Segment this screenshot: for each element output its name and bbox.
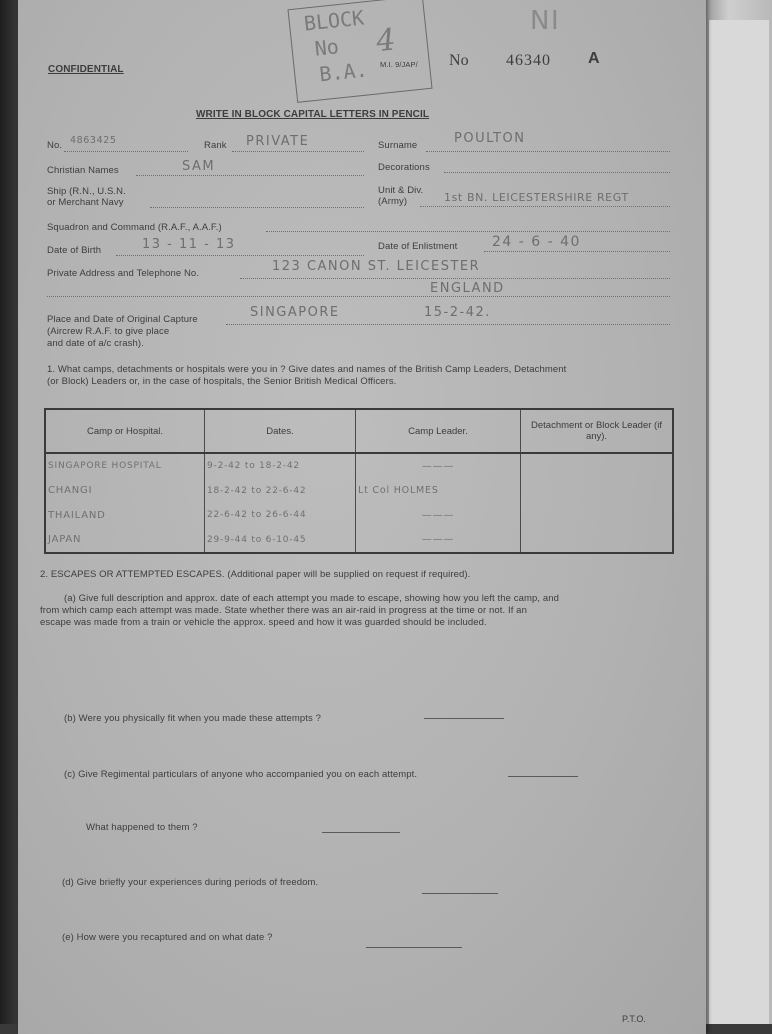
christian-names-label: Christian Names bbox=[47, 165, 119, 176]
dates-cell: 18-2-42 to 22-6-42 bbox=[205, 479, 356, 503]
table-row bbox=[45, 479, 673, 503]
capture-label-1: Place and Date of Original Capture bbox=[47, 314, 198, 325]
camps-table bbox=[44, 408, 674, 554]
no-value: 4863425 bbox=[70, 135, 117, 146]
question-2c-followup-line bbox=[322, 832, 400, 833]
address-value-1: 123 CANON ST. LEICESTER bbox=[272, 259, 481, 274]
dates-cell: 29-9-44 to 6-10-45 bbox=[205, 527, 356, 553]
address-line-1 bbox=[240, 278, 670, 279]
question-2d-answer-line bbox=[422, 893, 498, 894]
ship-line bbox=[150, 207, 364, 208]
question-2a-line-2: from which camp each attempt was made. State whether there was an air-raid in progress at the time or not. If an bbox=[40, 605, 527, 616]
dob-line bbox=[116, 255, 364, 256]
enlistment-label: Date of Enlistment bbox=[378, 241, 458, 252]
decorations-label: Decorations bbox=[378, 162, 430, 173]
header-camp: Camp or Hospital. bbox=[45, 409, 205, 453]
background-right-pages bbox=[700, 0, 772, 1024]
address-value-2: ENGLAND bbox=[430, 281, 505, 296]
camp-cell: CHANGI bbox=[45, 479, 205, 503]
camps-table-header bbox=[45, 409, 673, 453]
no-line bbox=[64, 151, 188, 152]
header-dates: Dates. bbox=[205, 409, 356, 453]
christian-names-line bbox=[136, 175, 364, 176]
underlying-page bbox=[708, 20, 769, 1024]
stamp-line-1: BLOCK bbox=[302, 5, 366, 36]
dob-label: Date of Birth bbox=[47, 245, 102, 256]
question-2b-answer-line bbox=[424, 718, 504, 719]
confidential-label: CONFIDENTIAL bbox=[48, 64, 124, 75]
detachment-cell bbox=[521, 479, 674, 503]
question-2e: (e) How were you recaptured and on what date ? bbox=[62, 932, 273, 943]
instruction-heading: WRITE IN BLOCK CAPITAL LETTERS IN PENCIL bbox=[196, 109, 430, 120]
ship-label-1: Ship (R.N., U.S.N. bbox=[47, 186, 126, 197]
header-camp-leader: Camp Leader. bbox=[356, 409, 521, 453]
form-number: 46340 bbox=[506, 52, 551, 69]
camp-cell: SINGAPORE HOSPITAL bbox=[45, 453, 205, 479]
enlistment-line bbox=[484, 251, 670, 252]
detachment-cell bbox=[521, 503, 674, 527]
detachment-cell bbox=[521, 527, 674, 553]
unit-label-2: (Army) bbox=[378, 196, 408, 207]
header-detachment-leader: Detachment or Block Leader (if any). bbox=[521, 409, 674, 453]
camp-cell: THAILAND bbox=[45, 503, 205, 527]
number-label: No bbox=[449, 52, 469, 69]
handwritten-mark: NI bbox=[530, 6, 561, 36]
table-row bbox=[45, 453, 673, 479]
capture-date: 15-2-42. bbox=[424, 305, 491, 320]
question-2c-answer-line bbox=[508, 776, 578, 777]
unit-line bbox=[420, 206, 670, 207]
squadron-label: Squadron and Command (R.A.F., A.A.F.) bbox=[47, 222, 222, 233]
decorations-line bbox=[444, 172, 670, 173]
leader-cell: Lt Col HOLMES bbox=[356, 479, 521, 503]
surname-value: POULTON bbox=[454, 131, 526, 146]
surname-label: Surname bbox=[378, 140, 418, 151]
ship-label-2: or Merchant Navy bbox=[47, 197, 124, 208]
capture-label-2: (Aircrew R.A.F. to give place bbox=[47, 326, 170, 337]
form-suffix: A bbox=[588, 50, 600, 67]
question-2b: (b) Were you physically fit when you made these attempts ? bbox=[64, 713, 321, 724]
no-label: No. bbox=[47, 140, 63, 151]
unit-label-1: Unit & Div. bbox=[378, 185, 424, 196]
address-line-2 bbox=[47, 296, 670, 297]
dates-cell: 22-6-42 to 26-6-44 bbox=[205, 503, 356, 527]
enlistment-value: 24 - 6 - 40 bbox=[492, 234, 581, 250]
question-1-line-1: 1. What camps, detachments or hospitals were you in ? Give dates and names of the British Camp Leaders, Detachment bbox=[47, 364, 567, 375]
question-2c: (c) Give Regimental particulars of anyone who accompanied you on each attempt. bbox=[64, 769, 418, 780]
leader-cell: ——— bbox=[356, 527, 521, 553]
unit-value: 1st BN. LEICESTERSHIRE REGT bbox=[444, 191, 629, 204]
question-2a-line-3: escape was made from a train or vehicle the approx. speed and how it was guarded should be included. bbox=[40, 617, 487, 628]
stamp-line-2: No bbox=[313, 34, 340, 61]
question-2c-followup: What happened to them ? bbox=[86, 822, 198, 833]
question-2a-line-1: (a) Give full description and approx. date of each attempt you made to escape, showing how you left the camp, and bbox=[64, 593, 560, 604]
block-stamp bbox=[287, 0, 432, 103]
christian-names-value: SAM bbox=[182, 159, 216, 174]
stamp-line-3: B.A. bbox=[318, 57, 369, 87]
rank-line bbox=[232, 151, 364, 152]
squadron-line bbox=[266, 231, 670, 232]
table-row bbox=[45, 503, 673, 527]
surname-line bbox=[426, 151, 670, 152]
stamp-handwritten: 4 bbox=[374, 22, 398, 60]
capture-label-3: and date of a/c crash). bbox=[47, 338, 144, 349]
leader-cell: ——— bbox=[356, 503, 521, 527]
detachment-cell bbox=[521, 453, 674, 479]
capture-line bbox=[226, 324, 670, 325]
form-code: M.I. 9/JAP/ bbox=[380, 60, 418, 69]
rank-label: Rank bbox=[204, 140, 227, 151]
question-2-title: 2. ESCAPES OR ATTEMPTED ESCAPES. (Additional paper will be supplied on request if required). bbox=[40, 569, 471, 580]
dates-cell: 9-2-42 to 18-2-42 bbox=[205, 453, 356, 479]
address-label: Private Address and Telephone No. bbox=[47, 268, 200, 279]
leader-cell: ——— bbox=[356, 453, 521, 479]
capture-place: SINGAPORE bbox=[250, 305, 340, 320]
table-row bbox=[45, 527, 673, 553]
question-2e-answer-line bbox=[366, 947, 462, 948]
dob-value: 13 - 11 - 13 bbox=[142, 237, 236, 252]
camp-cell: JAPAN bbox=[45, 527, 205, 553]
rank-value: PRIVATE bbox=[246, 134, 310, 149]
pto-label: P.T.O. bbox=[622, 1014, 646, 1024]
question-1-line-2: (or Block) Leaders or, in the case of hospitals, the Senior British Medical Officers. bbox=[47, 376, 397, 387]
question-2d: (d) Give briefly your experiences during periods of freedom. bbox=[62, 877, 319, 888]
